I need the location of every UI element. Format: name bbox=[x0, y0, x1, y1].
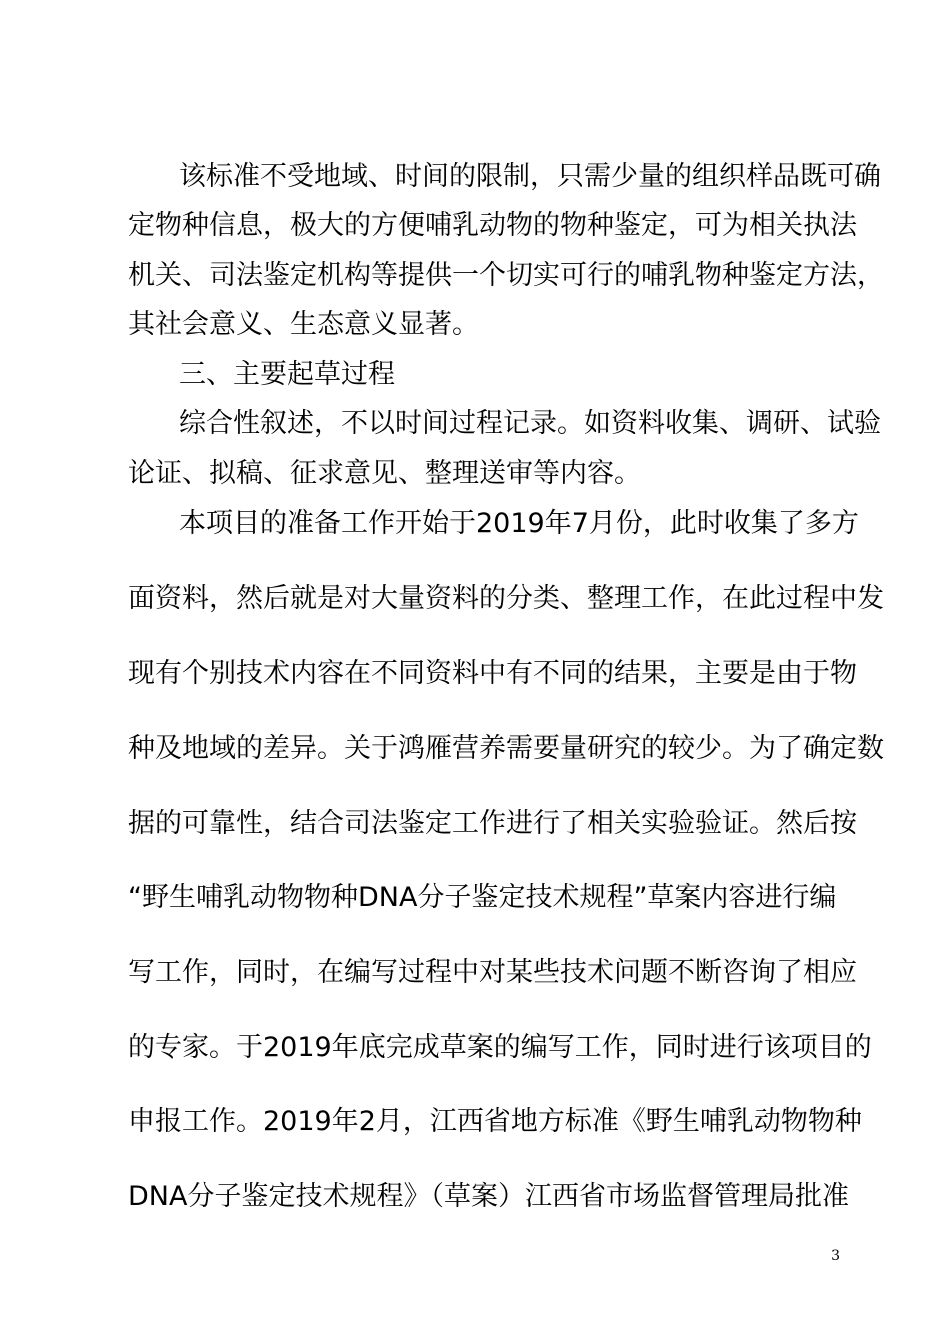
paragraph-line: 其社会意义、生态意义显著。 bbox=[128, 309, 479, 340]
paragraph-line: 综合性叙述，不以时间过程记录。如资料收集、调研、试验 bbox=[179, 408, 881, 439]
section-heading: 三、主要起草过程 bbox=[179, 359, 395, 390]
paragraph-line: 本项目的准备工作开始于2019年7月份，此时收集了多方 bbox=[179, 508, 859, 539]
paragraph-line: 现有个别技术内容在不同资料中有不同的结果，主要是由于物 bbox=[128, 658, 857, 689]
paragraph-line: 机关、司法鉴定机构等提供一个切实可行的哺乳物种鉴定方法， bbox=[128, 260, 884, 291]
paragraph-line: 申报工作。2019年2月，江西省地方标准《野生哺乳动物物种 bbox=[128, 1106, 862, 1137]
paragraph-line: “野生哺乳动物物种DNA分子鉴定技术规程”草案内容进行编 bbox=[128, 882, 837, 913]
page-number: 3 bbox=[831, 1248, 840, 1264]
paragraph-line: 面资料，然后就是对大量资料的分类、整理工作，在此过程中发 bbox=[128, 583, 884, 614]
paragraph-line: 定物种信息，极大的方便哺乳动物的物种鉴定，可为相关执法 bbox=[128, 210, 857, 241]
paragraph-line: 的专家。于2019年底完成草案的编写工作，同时进行该项目的 bbox=[128, 1032, 872, 1063]
paragraph-line: DNA分子鉴定技术规程》（草案）江西省市场监督管理局批准 bbox=[128, 1181, 849, 1212]
paragraph-line: 该标准不受地域、时间的限制，只需少量的组织样品既可确 bbox=[179, 161, 881, 192]
paragraph-line: 据的可靠性，结合司法鉴定工作进行了相关实验验证。然后按 bbox=[128, 808, 857, 839]
paragraph-line: 论证、拟稿、征求意见、整理送审等内容。 bbox=[128, 458, 641, 489]
paragraph-line: 种及地域的差异。关于鸿雁营养需要量研究的较少。为了确定数 bbox=[128, 733, 884, 764]
paragraph-line: 写工作，同时，在编写过程中对某些技术问题不断咨询了相应 bbox=[128, 957, 857, 988]
